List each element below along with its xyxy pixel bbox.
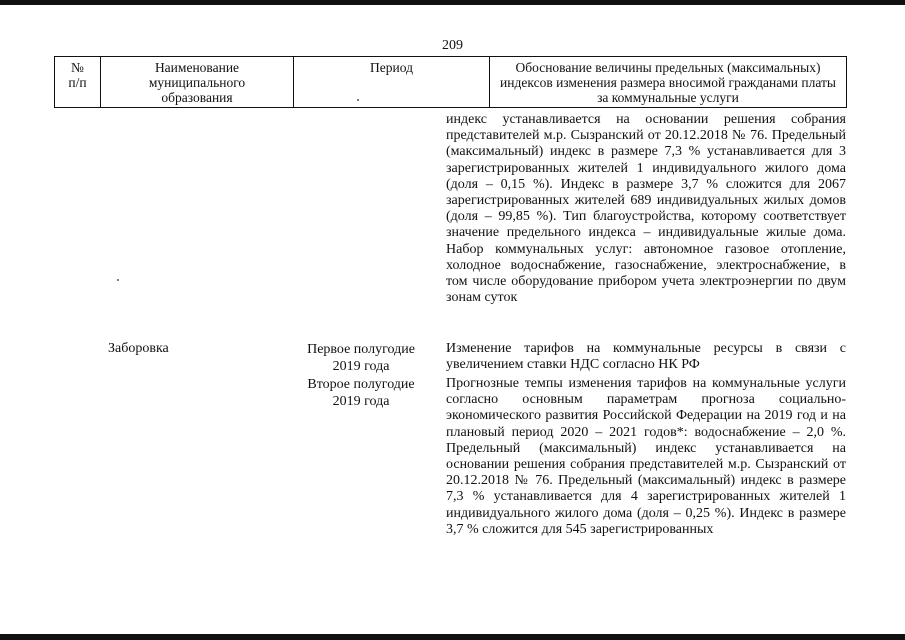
municipality-name: Заборовка xyxy=(108,341,169,356)
bottom-border xyxy=(0,634,905,640)
header-number: № п/п xyxy=(55,57,101,107)
period-second-half: Второе полугодие 2019 года xyxy=(307,377,415,409)
top-border xyxy=(0,0,905,5)
page-number: 209 xyxy=(442,38,463,53)
justification-first-half: Изменение тарифов на коммунальные ресурсы в связи с увеличением ставки НДС согласно НК РФ xyxy=(446,341,846,373)
continued-justification-text: индекс устанавливается на основании решения собрания представителей м.р. Сызранский от 20.12.2018 № 76. Предельный (максимальный) индекс в размере 7,3 % устанавливается для 3 зарегистрированных жителей 1 индивидуального жилого дома (доля – 0,15 %). Индекс в размере 3,7 % сложится для 2067 зарегистрированных жителей 689 индивидуальных жилых домов (доля – 99,85 %). Тип благоустройства, которому соответствует значение предельного индекса – индивидуальные жилые дома. Набор коммунальных услуг: автономное газовое отопление, холодное водоснабжение, газоснабжение, электроснабжение, в том числе оборудование прибором учета электроэнергии по двум зонам суток xyxy=(446,112,846,306)
header-justification: Обоснование величины предельных (максимальных) индексов изменения размера вносимой гражданами платы за коммунальные услуги xyxy=(500,60,836,105)
period-first-half: Первое полугодие 2019 года xyxy=(307,342,415,374)
scan-speck xyxy=(117,279,119,281)
justification-second-half: Прогнозные темпы изменения тарифов на коммунальные услуги согласно основным параметрам прогноза социально-экономического развития Российской Федерации на 2019 год и на плановый период 2020 – 2021 годов*: водоснабжение – 2,0 %. Предельный (максимальный) индекс устанавливается на основании решения собрания представителей м.р. Сызранский от 20.12.2018 № 76. Предельный (максимальный) индекс в размере 7,3 % устанавливается для 4 зарегистрированных жителей 1 индивидуального жилого дома (доля – 0,25 %). Индекс в размере 3,7 % сложится для 545 зарегистрированных xyxy=(446,376,846,537)
table-header xyxy=(54,56,847,108)
header-municipality-name: Наименование муниципального образования xyxy=(101,57,294,107)
scan-speck xyxy=(357,99,359,101)
header-period: Период xyxy=(294,57,490,107)
